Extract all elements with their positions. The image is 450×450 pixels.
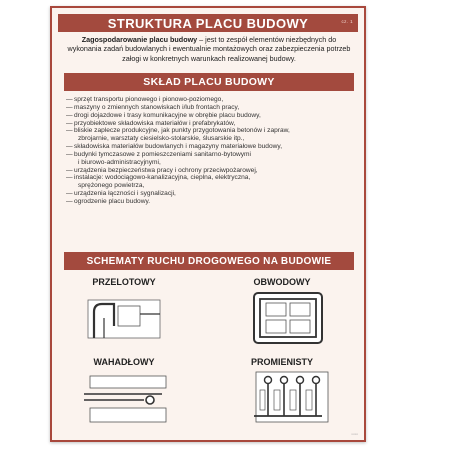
loop-traffic-diagram [250,291,328,347]
through-traffic-diagram [84,292,164,344]
building-block [266,303,286,316]
turnaround [146,396,154,404]
building-block [266,320,286,333]
list-item: — ogrodzenie placu budowy. [66,198,352,206]
list-item: — budynki tymczasowe z pomieszczeniami sanitarno-bytowymi [66,151,352,159]
diagram-label-shuttle: WAHADŁOWY [93,357,155,367]
section-heading-traffic-schemes: SCHEMATY RUCHU DROGOWEGO NA BUDOWIE [64,252,354,270]
composition-list [66,96,352,206]
part-tag: cz. 1 [341,19,353,24]
building-block [306,390,312,410]
intro-term: Zagospodarowanie placu budowy [81,35,198,44]
shuttle-traffic-diagram [82,372,174,428]
diagram-label-through: PRZELOTOWY [92,277,156,287]
poster-title: STRUKTURA PLACU BUDOWY [107,15,309,31]
storage-area [90,408,166,422]
building-block [290,390,296,410]
building-block [274,390,280,410]
list-item: — urządzenia łączności i sygnalizacji, [66,190,352,198]
list-item: — bliskie zaplecze produkcyjne, jak punkty przygotowania betonów i zapraw, [66,127,352,135]
list-item: sprężonego powietrza, [78,182,145,190]
turnaround [297,377,304,384]
intro-paragraph [64,35,354,63]
list-item: i biurowo-administracyjnymi, [78,158,161,166]
intro-definition: – jest to zespół elementów niezbędnych do wykonania zadań budowlanych i ewentualnie montażowych oraz zabezpieczenia potrzeb załogi w konkretnych warunkach realizowanej budowy. [67,35,351,63]
list-item: zbrojarnie, warsztaty ciesielsko-stolarskie, ślusarskie itp., [78,135,245,143]
section-heading-composition: SKŁAD PLACU BUDOWY [64,73,354,91]
turnaround [313,377,320,384]
diagram-label-loop: OBWODOWY [253,277,311,287]
list-item: — przyobiektowe składowiska materiałów i prefabrykatów, [66,120,352,128]
poster [50,6,366,442]
list-item: — drogi dojazdowe i trasy komunikacyjne w obrębie placu budowy, [66,112,352,120]
radial-traffic-diagram [252,370,332,430]
diagram-label-radial: PROMIENISTY [250,357,313,367]
list-item: — urządzenia bezpieczeństwa pracy i ochrony przeciwpożarowej, [66,167,352,175]
publisher-logo: ▭▭ [351,432,358,436]
list-item: — instalacje: wodociągowo-kanalizacyjna, cieplna, elektryczna, [66,174,352,182]
turnaround [281,377,288,384]
list-item: — sprzęt transportu pionowego i pionowo-poziomego, [66,96,352,104]
list-item: — maszyny o zmiennych stanowiskach i/lub frontach pracy, [66,104,352,112]
turnaround [265,377,272,384]
building-block [290,320,310,333]
building-block [290,303,310,316]
list-item: — składowiska materiałów budowlanych i magazyny materiałowe budowy, [66,143,352,151]
storage-area [90,376,166,388]
building-block [260,390,265,410]
building-block [118,306,140,326]
poster-title-bar [58,14,358,32]
